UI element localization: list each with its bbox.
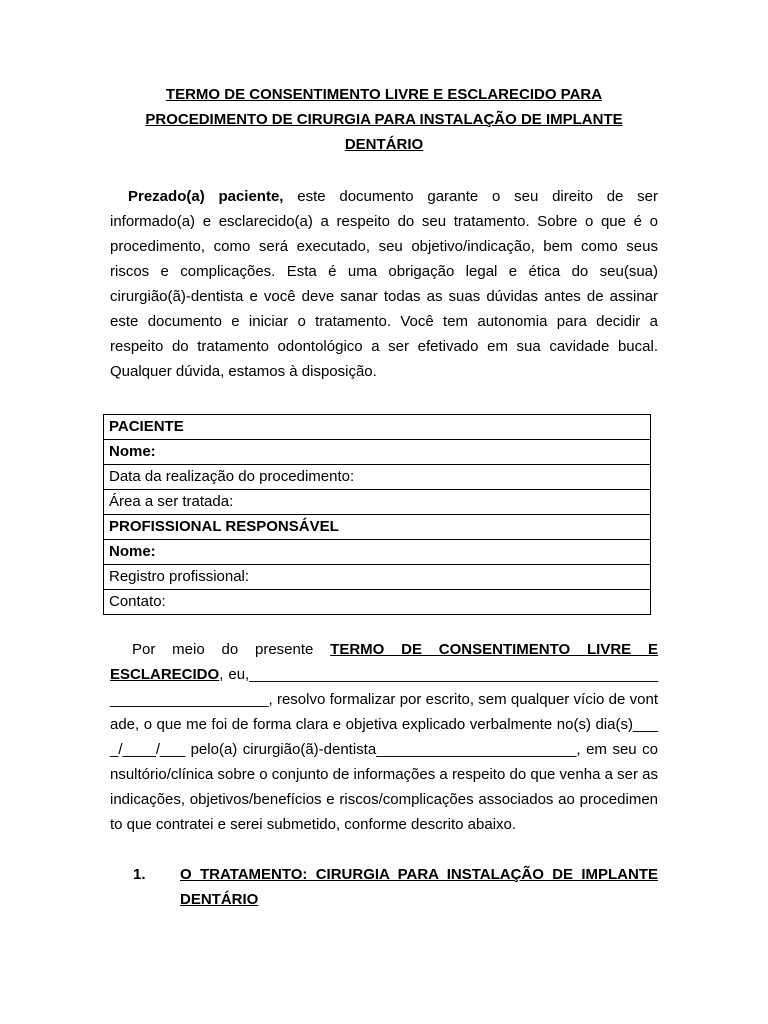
table-row — [104, 490, 651, 515]
table-row — [104, 440, 651, 465]
consent-statement — [110, 637, 658, 837]
statement-term: TERMO DE CONSENTIMENTO LIVRE E ESCLARECIDO — [110, 641, 658, 683]
section-number: 1. — [133, 866, 146, 883]
table-row — [104, 465, 651, 490]
table-row — [104, 415, 651, 440]
table-cell-procedure-date[interactable]: Data da realização do procedimento: — [104, 465, 651, 490]
section-1-heading — [110, 862, 658, 912]
table-cell-contact[interactable]: Contato: — [104, 590, 651, 615]
document-title — [110, 82, 658, 157]
statement-body: , eu,____________________________________________________________________, resolvo formalizar por escrito, sem qualquer vício de vontade, o que me foi de forma clara e objetiva explicado verbalmente no(s) dia(s)____/____/___ pelo(a) cirurgião(ã)-dentista________________________, em seu consultório/clínica sobre o conjunto de informações a respeito do que venha a ser as indicações, objetivos/benefícios e riscos/complicações associados ao procedimento que contratei e serei submetido, conforme descrito abaixo. — [110, 666, 658, 833]
intro-body: este documento garante o seu direito de ser informado(a) e esclarecido(a) a respeito do seu tratamento. Sobre o que é o procedimento, como será executado, seu objetivo/indicação, bem como seus riscos e complicações. Esta é uma obrigação legal e ética do seu(sua) cirurgião(ã)-dentista e você deve sanar todas as suas dúvidas antes de assinar este documento e iniciar o tratamento. Você tem autonomia para decidir a respeito do tratamento odontológico a ser efetivado em sua cavidade bucal. Qualquer dúvida, estamos à disposição. — [110, 188, 658, 380]
intro-lead: Prezado(a) paciente, — [128, 188, 284, 205]
table-cell-professional-name[interactable]: Nome: — [104, 540, 651, 565]
table-cell-treated-area[interactable]: Área a ser tratada: — [104, 490, 651, 515]
title-line-2: PROCEDIMENTO DE CIRURGIA PARA INSTALAÇÃO DE IMPLANTE — [145, 111, 623, 128]
title-line-1: TERMO DE CONSENTIMENTO LIVRE E ESCLARECIDO PARA — [165, 86, 603, 103]
table-row — [104, 590, 651, 615]
statement-prefix: Por meio do presente — [132, 641, 331, 658]
table-cell-patient-name[interactable]: Nome: — [104, 440, 651, 465]
section-title: O TRATAMENTO: CIRURGIA PARA INSTALAÇÃO DE IMPLANTE DENTÁRIO — [180, 866, 658, 908]
table-row — [104, 515, 651, 540]
title-line-3: DENTÁRIO — [344, 136, 424, 153]
table-row — [104, 540, 651, 565]
table-cell-patient-header: PACIENTE — [104, 415, 651, 440]
table-row — [104, 565, 651, 590]
table-cell-professional-registry[interactable]: Registro profissional: — [104, 565, 651, 590]
patient-professional-table — [103, 414, 651, 615]
document-page — [110, 82, 658, 912]
intro-paragraph — [110, 184, 658, 384]
table-cell-professional-header: PROFISSIONAL RESPONSÁVEL — [104, 515, 651, 540]
